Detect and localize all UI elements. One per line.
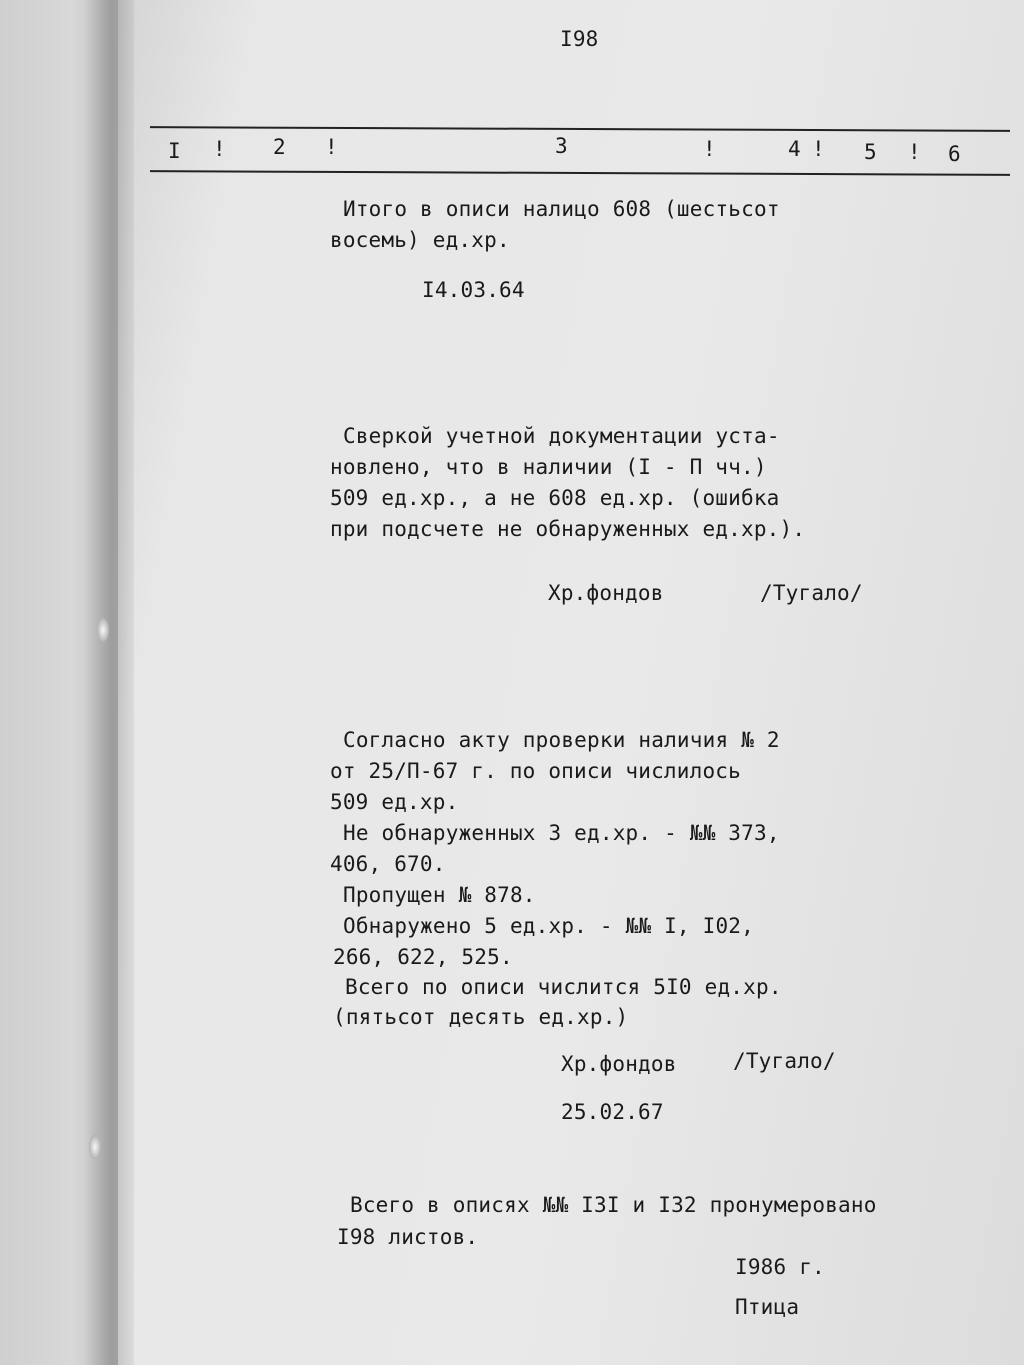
column-separator: !	[325, 135, 338, 159]
column-number: 4	[788, 137, 801, 161]
year: I986 г.	[735, 1255, 825, 1279]
audit-line: 406, 670.	[330, 852, 446, 876]
audit-line: 266, 622, 525.	[333, 945, 513, 969]
page-number: I98	[560, 27, 599, 51]
binding-gutter	[84, 0, 134, 1365]
audit-line: Всего по описи числится 5I0 ед.хр.	[345, 975, 782, 999]
reconciliation-line: новлено, что в наличии (I - П чч.)	[330, 455, 767, 479]
column-separator: !	[213, 137, 226, 161]
reconciliation-line: Сверкой учетной документации уста-	[343, 424, 780, 448]
column-separator: !	[908, 140, 921, 164]
date: I4.03.64	[422, 278, 525, 302]
signatory-position: Хр.фондов	[548, 581, 664, 605]
total-line: Итого в описи налицо 608 (шестьсот	[343, 197, 780, 221]
binding-hole	[89, 1135, 101, 1159]
audit-line: Не обнаруженных 3 ед.хр. - №№ 373,	[343, 821, 780, 845]
audit-line: 509 ед.хр.	[330, 790, 459, 814]
signature-name: /Тугало/	[733, 1049, 836, 1073]
column-number: 6	[948, 142, 961, 166]
binding-hole	[97, 618, 109, 642]
final-count-line: Всего в описях №№ I3I и I32 пронумеровано	[350, 1193, 877, 1217]
column-separator: !	[812, 137, 825, 161]
column-number: 5	[864, 140, 877, 164]
audit-line: (пятьсот десять ед.хр.)	[333, 1005, 629, 1029]
reconciliation-line: 509 ед.хр., а не 608 ед.хр. (ошибка	[330, 486, 780, 510]
audit-line: от 25/П-67 г. по описи числилось	[330, 759, 741, 783]
audit-line: Обнаружено 5 ед.хр. - №№ I, I02,	[343, 914, 754, 938]
column-number: 3	[555, 134, 568, 158]
signature-name: /Тугало/	[760, 581, 863, 605]
column-number: 2	[273, 135, 286, 159]
signatory-position: Хр.фондов	[561, 1052, 677, 1076]
audit-line: Согласно акту проверки наличия № 2	[343, 728, 780, 752]
date: 25.02.67	[561, 1100, 664, 1124]
signature-name: Птица	[735, 1295, 800, 1319]
column-number: I	[168, 139, 181, 163]
reconciliation-line: при подсчете не обнаруженных ед.хр.).	[330, 517, 806, 541]
column-separator: !	[703, 137, 716, 161]
audit-line: Пропущен № 878.	[343, 883, 536, 907]
total-line: восемь) ед.хр.	[330, 228, 510, 252]
final-count-line: I98 листов.	[337, 1225, 479, 1249]
